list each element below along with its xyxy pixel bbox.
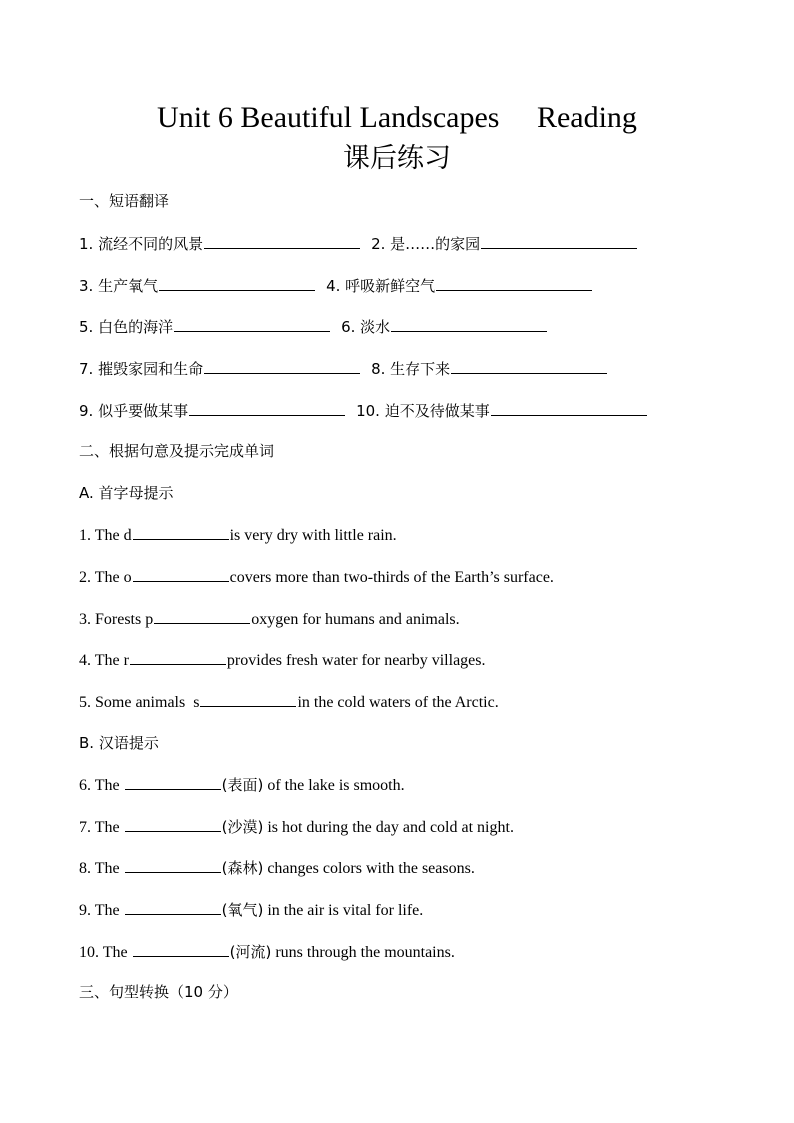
phrase-row [79,233,638,255]
answer-blank [133,941,229,957]
subsection-heading-b: B. 汉语提示 [79,734,159,752]
item-text: oxygen for humans and animals. [251,611,460,628]
answer-blank [125,816,221,832]
phrase-item: 1. 流经不同的风景 [79,235,204,253]
answer-blank [159,275,315,291]
exercise-item [79,774,405,796]
answer-blank [204,233,360,249]
item-text: changes colors with the seasons. [263,860,475,877]
item-text: covers more than two-thirds of the Earth’s surface. [229,569,554,586]
exercise-item [79,649,486,671]
chinese-hint: (河流) [229,943,272,961]
page-subtitle: 课后练习 [343,143,451,174]
exercise-item [79,566,554,588]
answer-blank [133,566,229,582]
exercise-item [79,524,397,546]
answer-blank [174,316,330,332]
answer-blank [130,649,226,665]
answer-blank [125,774,221,790]
answer-blank [154,608,250,624]
phrase-item: 6. 淡水 [341,318,391,336]
exercise-item [79,691,499,713]
answer-blank [391,316,547,332]
item-text: is very dry with little rain. [229,527,397,544]
phrase-item: 9. 似乎要做某事 [79,402,189,420]
answer-blank [481,233,637,249]
subsection-heading-a: A. 首字母提示 [79,484,174,502]
answer-blank [189,400,345,416]
phrase-item: 8. 生存下来 [371,360,451,378]
section-heading-2: 二、根据句意及提示完成单词 [79,442,275,460]
phrase-row [79,400,648,422]
phrase-item: 2. 是……的家园 [371,235,481,253]
phrase-item: 5. 白色的海洋 [79,318,174,336]
answer-blank [125,857,221,873]
item-text: in the air is vital for life. [263,902,424,919]
section-heading-1: 一、短语翻译 [79,192,170,210]
answer-blank [133,524,229,540]
item-prefix: 8. The [79,860,124,877]
page-title: Unit 6 Beautiful Landscapes Reading [157,101,637,134]
answer-blank [436,275,592,291]
item-prefix: 6. The [79,777,124,794]
chinese-hint: (森林) [221,859,264,877]
answer-blank [204,358,360,374]
exercise-item [79,816,514,838]
item-text: provides fresh water for nearby villages. [226,652,486,669]
phrase-item: 3. 生产氧气 [79,277,159,295]
phrase-row [79,358,608,380]
section-heading-3: 三、句型转换（10 分） [79,983,238,1001]
phrase-item: 10. 迫不及待做某事 [356,402,490,420]
item-text: is hot during the day and cold at night. [263,819,514,836]
item-text: of the lake is smooth. [263,777,405,794]
phrase-row [79,316,548,338]
answer-blank [451,358,607,374]
chinese-hint: (表面) [221,776,264,794]
item-prefix: 5. Some animals s [79,694,200,711]
answer-blank [491,400,647,416]
chinese-hint: (沙漠) [221,818,264,836]
answer-blank [200,691,296,707]
item-prefix: 3. Forests p [79,611,154,628]
exercise-item [79,899,423,921]
item-prefix: 4. The r [79,652,129,669]
exercise-item [79,857,475,879]
item-prefix: 2. The o [79,569,132,586]
item-prefix: 9. The [79,902,124,919]
item-prefix: 7. The [79,819,124,836]
phrase-row [79,275,593,297]
phrase-item: 4. 呼吸新鲜空气 [326,277,436,295]
item-prefix: 1. The d [79,527,132,544]
exercise-item [79,608,460,630]
exercise-item [79,941,455,963]
item-text: runs through the mountains. [271,944,455,961]
item-text: in the cold waters of the Arctic. [297,694,499,711]
item-prefix: 10. The [79,944,132,961]
phrase-item: 7. 摧毁家园和生命 [79,360,204,378]
chinese-hint: (氧气) [221,901,264,919]
answer-blank [125,899,221,915]
